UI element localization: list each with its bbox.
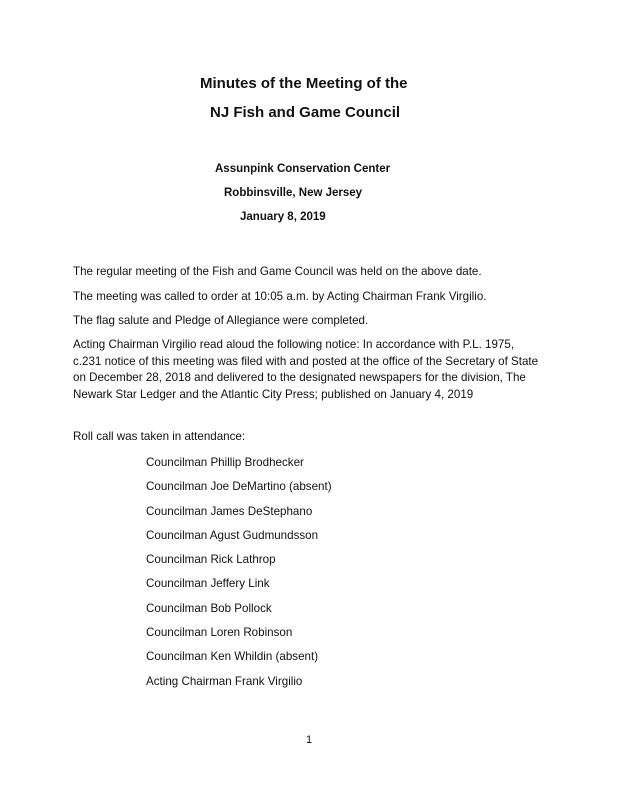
paragraph-public-notice: Acting Chairman Virgilio read aloud the following notice: In accordance with P.L. 1975, c.231 notice of this meeting was filed with and posted at the office of the Secretary of State on December 28, 2018 and delivered to the designated newspapers for the division, The Newark Star Ledger and the Atlantic City Press; published on January 4, 2019 [73,338,539,401]
attendee-item: Councilman Ken Whildin (absent) [146,650,319,664]
meeting-city: Robbinsville, New Jersey [224,187,363,199]
attendee-list [146,451,332,694]
attendee-item: Councilman Phillip Brodhecker [146,456,304,469]
attendee-item: Councilman Loren Robinson [146,626,293,640]
attendee-item: Acting Chairman Frank Virgilio [146,674,303,688]
attendee-item: Councilman Bob Pollock [146,601,272,615]
attendee-item: Councilman Agust Gudmundsson [146,528,319,542]
paragraph-call-to-order: The meeting was called to order at 10:05 a.m. by Acting Chairman Frank Virgilio. [73,290,487,303]
page-number: 1 [305,734,313,746]
paragraph-flag-salute: The flag salute and Pledge of Allegiance were completed. [73,314,369,327]
meeting-location: Assunpink Conservation Center [215,163,391,175]
roll-call-intro: Roll call was taken in attendance: [73,430,246,443]
document-title-line-1: Minutes of the Meeting of the [200,75,408,92]
attendee-item: Councilman Joe DeMartino (absent) [146,480,332,494]
paragraph-meeting-held: The regular meeting of the Fish and Game Council was held on the above date. [73,265,482,278]
meeting-date: January 8, 2019 [240,211,326,223]
attendee-item: Councilman Rick Lathrop [146,553,276,567]
document-title-line-2: NJ Fish and Game Council [210,104,401,121]
attendee-item: Councilman James DeStephano [146,504,313,518]
attendee-item: Councilman Jeffery Link [146,577,270,591]
